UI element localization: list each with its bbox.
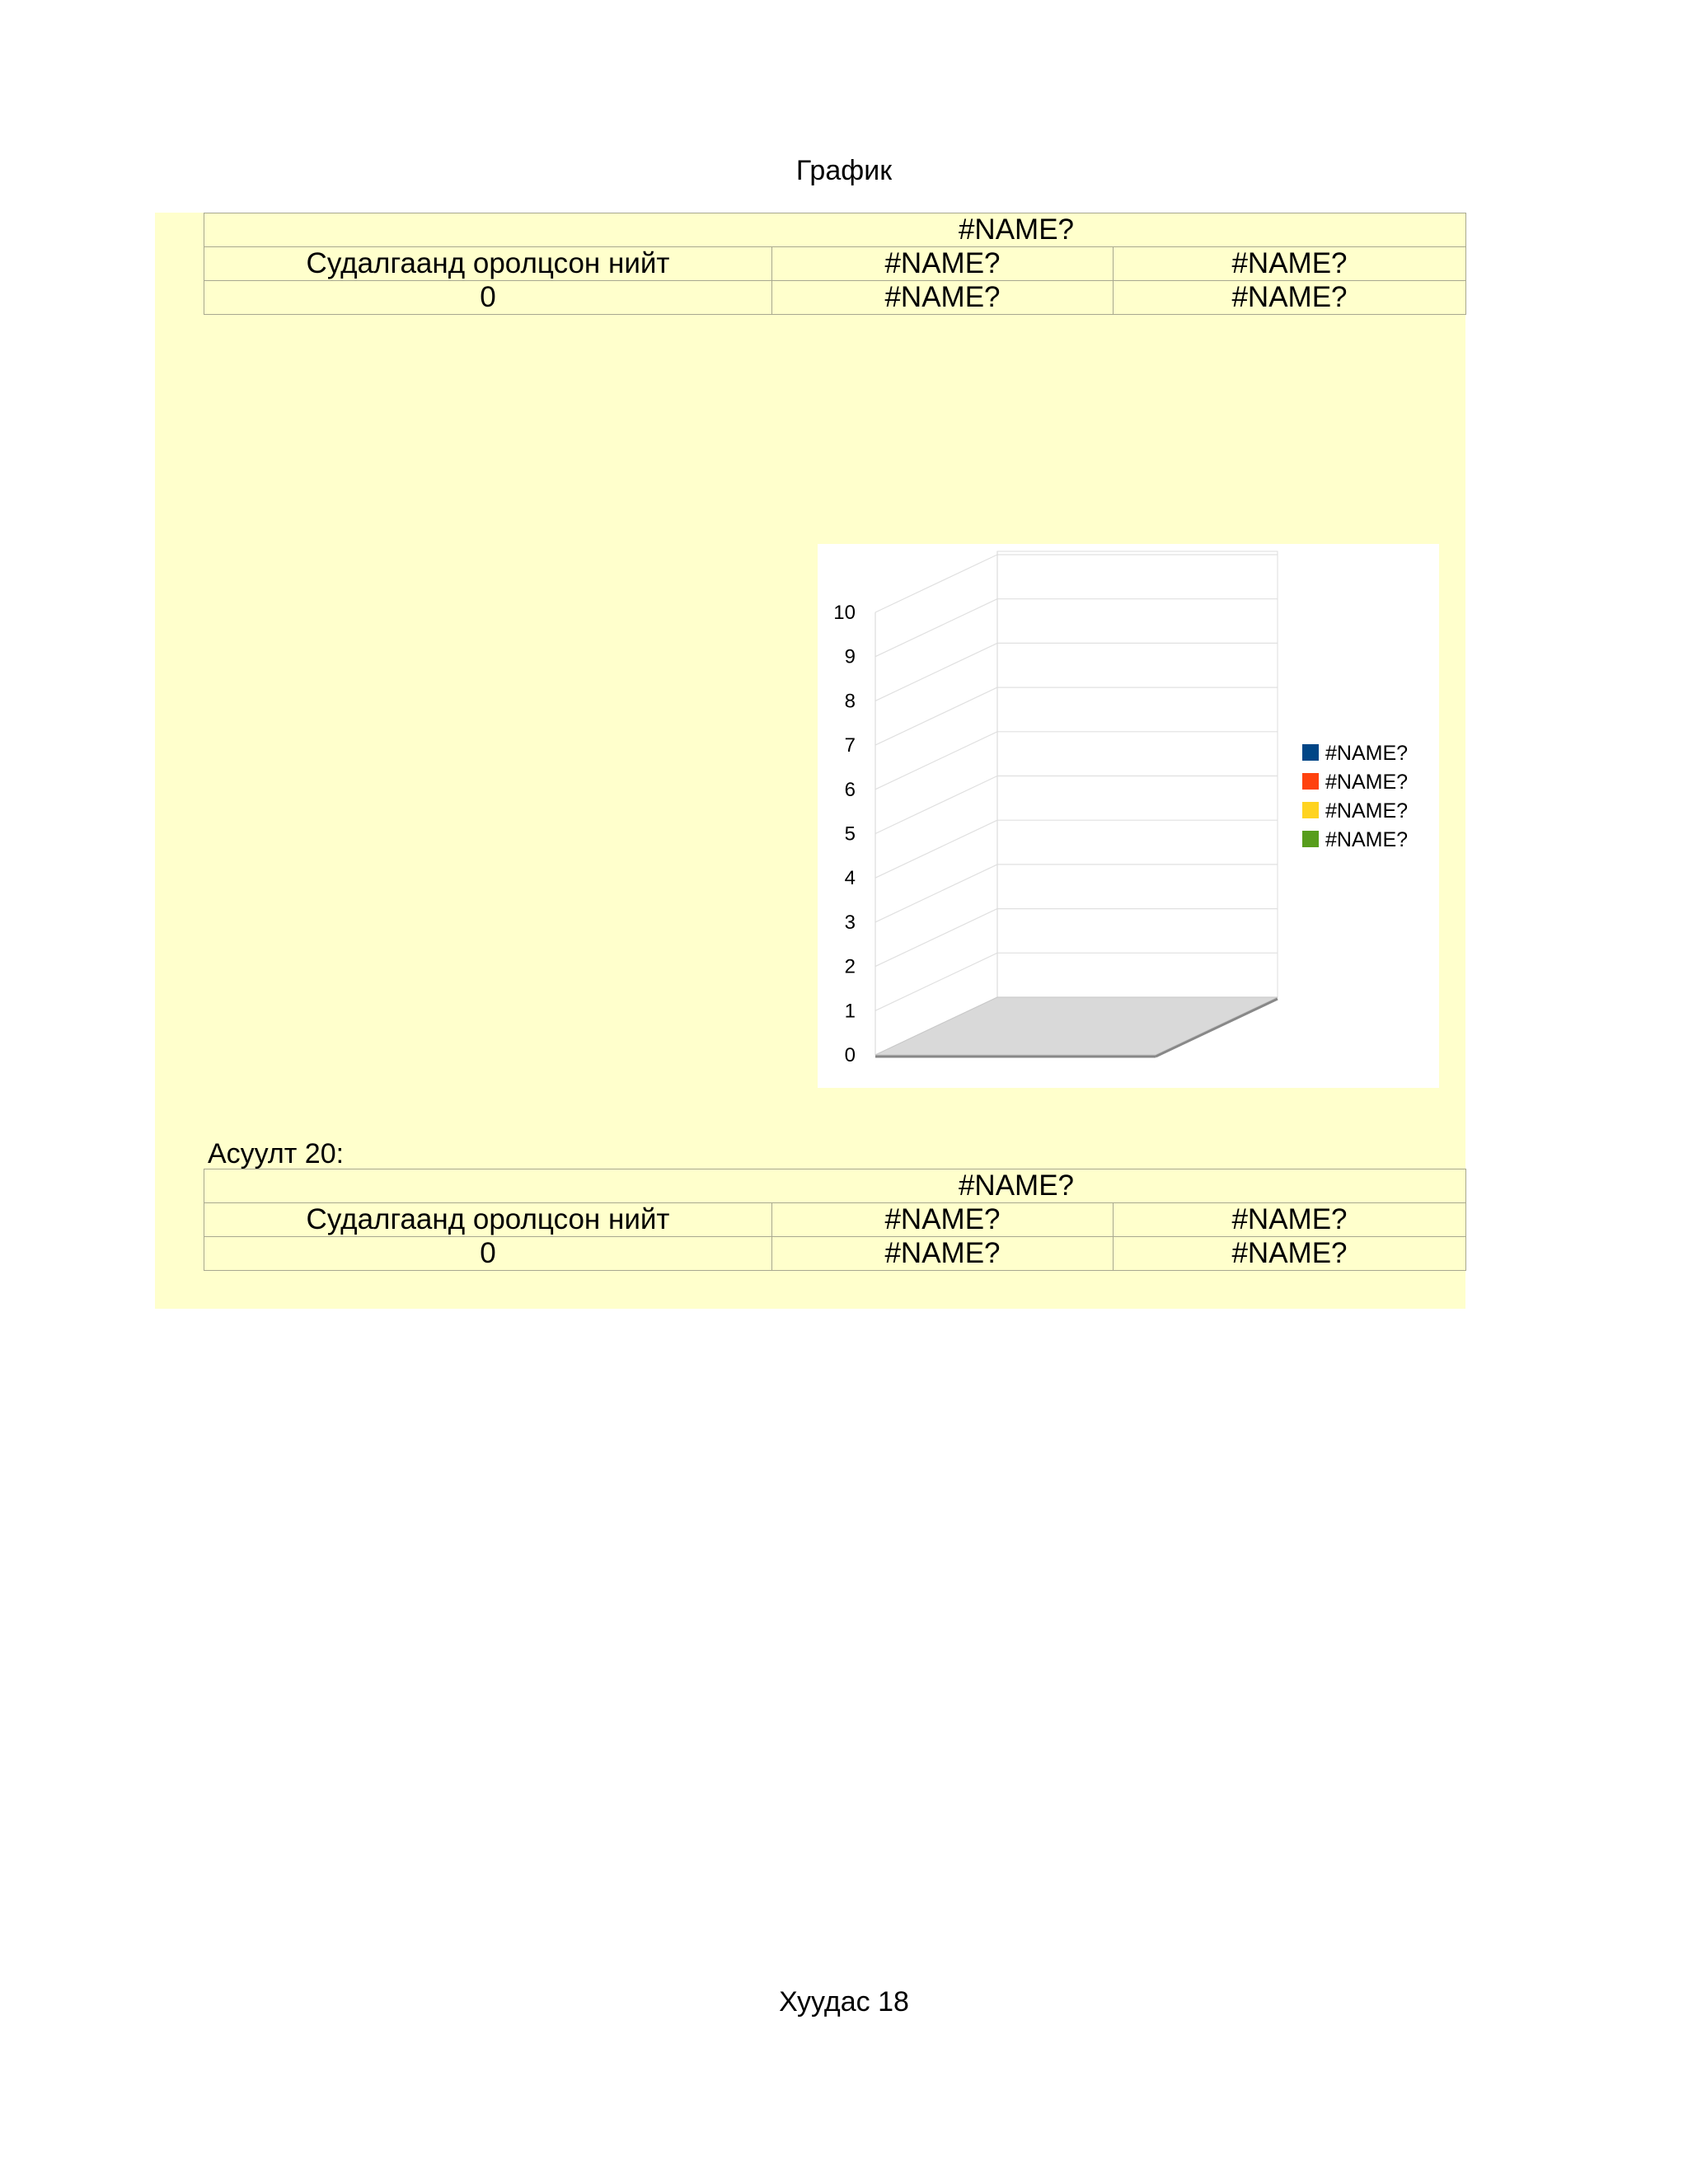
- table-cell[interactable]: Судалгаанд оролцсон нийт: [204, 247, 772, 281]
- table-cell[interactable]: #NAME?: [1114, 1203, 1466, 1237]
- y-tick-label: 4: [844, 867, 856, 890]
- y-tick-label: 6: [844, 778, 856, 801]
- table-cell[interactable]: #NAME?: [1114, 281, 1466, 315]
- chart-gridline: [875, 555, 997, 612]
- chart-gridline: [875, 909, 997, 967]
- chart-gridline: [875, 599, 997, 657]
- legend-label: #NAME?: [1325, 742, 1409, 765]
- chart-gridline: [875, 643, 997, 701]
- table-cell[interactable]: #NAME?: [772, 1237, 1114, 1271]
- table-row: [204, 281, 1466, 315]
- page-footer: Хуудас 18: [779, 1986, 909, 2018]
- y-tick-label: 0: [844, 1044, 856, 1066]
- table-header-row: [204, 1169, 1466, 1203]
- legend-swatch: [1302, 802, 1319, 818]
- results-table-1: [204, 213, 1466, 315]
- chart-svg: [818, 544, 1439, 1088]
- table-row: [204, 247, 1466, 281]
- merged-header-cell[interactable]: #NAME?: [204, 213, 1466, 247]
- y-tick-label: 8: [844, 690, 856, 713]
- legend-swatch: [1302, 831, 1319, 847]
- table-cell[interactable]: Судалгаанд оролцсон нийт: [204, 1203, 772, 1237]
- legend-label: #NAME?: [1325, 771, 1409, 794]
- chart-back-wall: [997, 551, 1278, 997]
- y-tick-label: 7: [844, 734, 856, 757]
- chart-gridline: [875, 820, 997, 878]
- y-tick-label: 10: [833, 602, 856, 624]
- table-cell[interactable]: #NAME?: [1114, 1237, 1466, 1271]
- table-cell[interactable]: #NAME?: [772, 247, 1114, 281]
- table-row: [204, 1237, 1466, 1271]
- y-tick-label: 9: [844, 645, 856, 668]
- table-cell[interactable]: 0: [204, 1237, 772, 1271]
- y-tick-label: 3: [844, 911, 856, 934]
- table-cell[interactable]: #NAME?: [772, 1203, 1114, 1237]
- legend-swatch: [1302, 744, 1319, 761]
- merged-header-cell[interactable]: #NAME?: [204, 1169, 1466, 1203]
- chart-gridline: [875, 865, 997, 922]
- y-tick-label: 1: [844, 1000, 856, 1023]
- chart-gridline: [875, 732, 997, 790]
- chart[interactable]: [818, 544, 1439, 1088]
- table-cell[interactable]: 0: [204, 281, 772, 315]
- table-row: [204, 1203, 1466, 1237]
- chart-gridline: [875, 687, 997, 745]
- y-tick-label: 5: [844, 823, 856, 846]
- question-label: Асуулт 20:: [208, 1138, 345, 1169]
- chart-gridline: [875, 953, 997, 1010]
- y-tick-label: 2: [844, 955, 856, 978]
- table-cell[interactable]: #NAME?: [1114, 247, 1466, 281]
- legend-label: #NAME?: [1325, 828, 1409, 851]
- page-header: График: [795, 155, 893, 186]
- legend-label: #NAME?: [1325, 799, 1409, 823]
- chart-gridline: [875, 776, 997, 834]
- table-header-row: [204, 213, 1466, 247]
- results-table-2: [204, 1169, 1466, 1271]
- table-cell[interactable]: #NAME?: [772, 281, 1114, 315]
- legend-swatch: [1302, 773, 1319, 790]
